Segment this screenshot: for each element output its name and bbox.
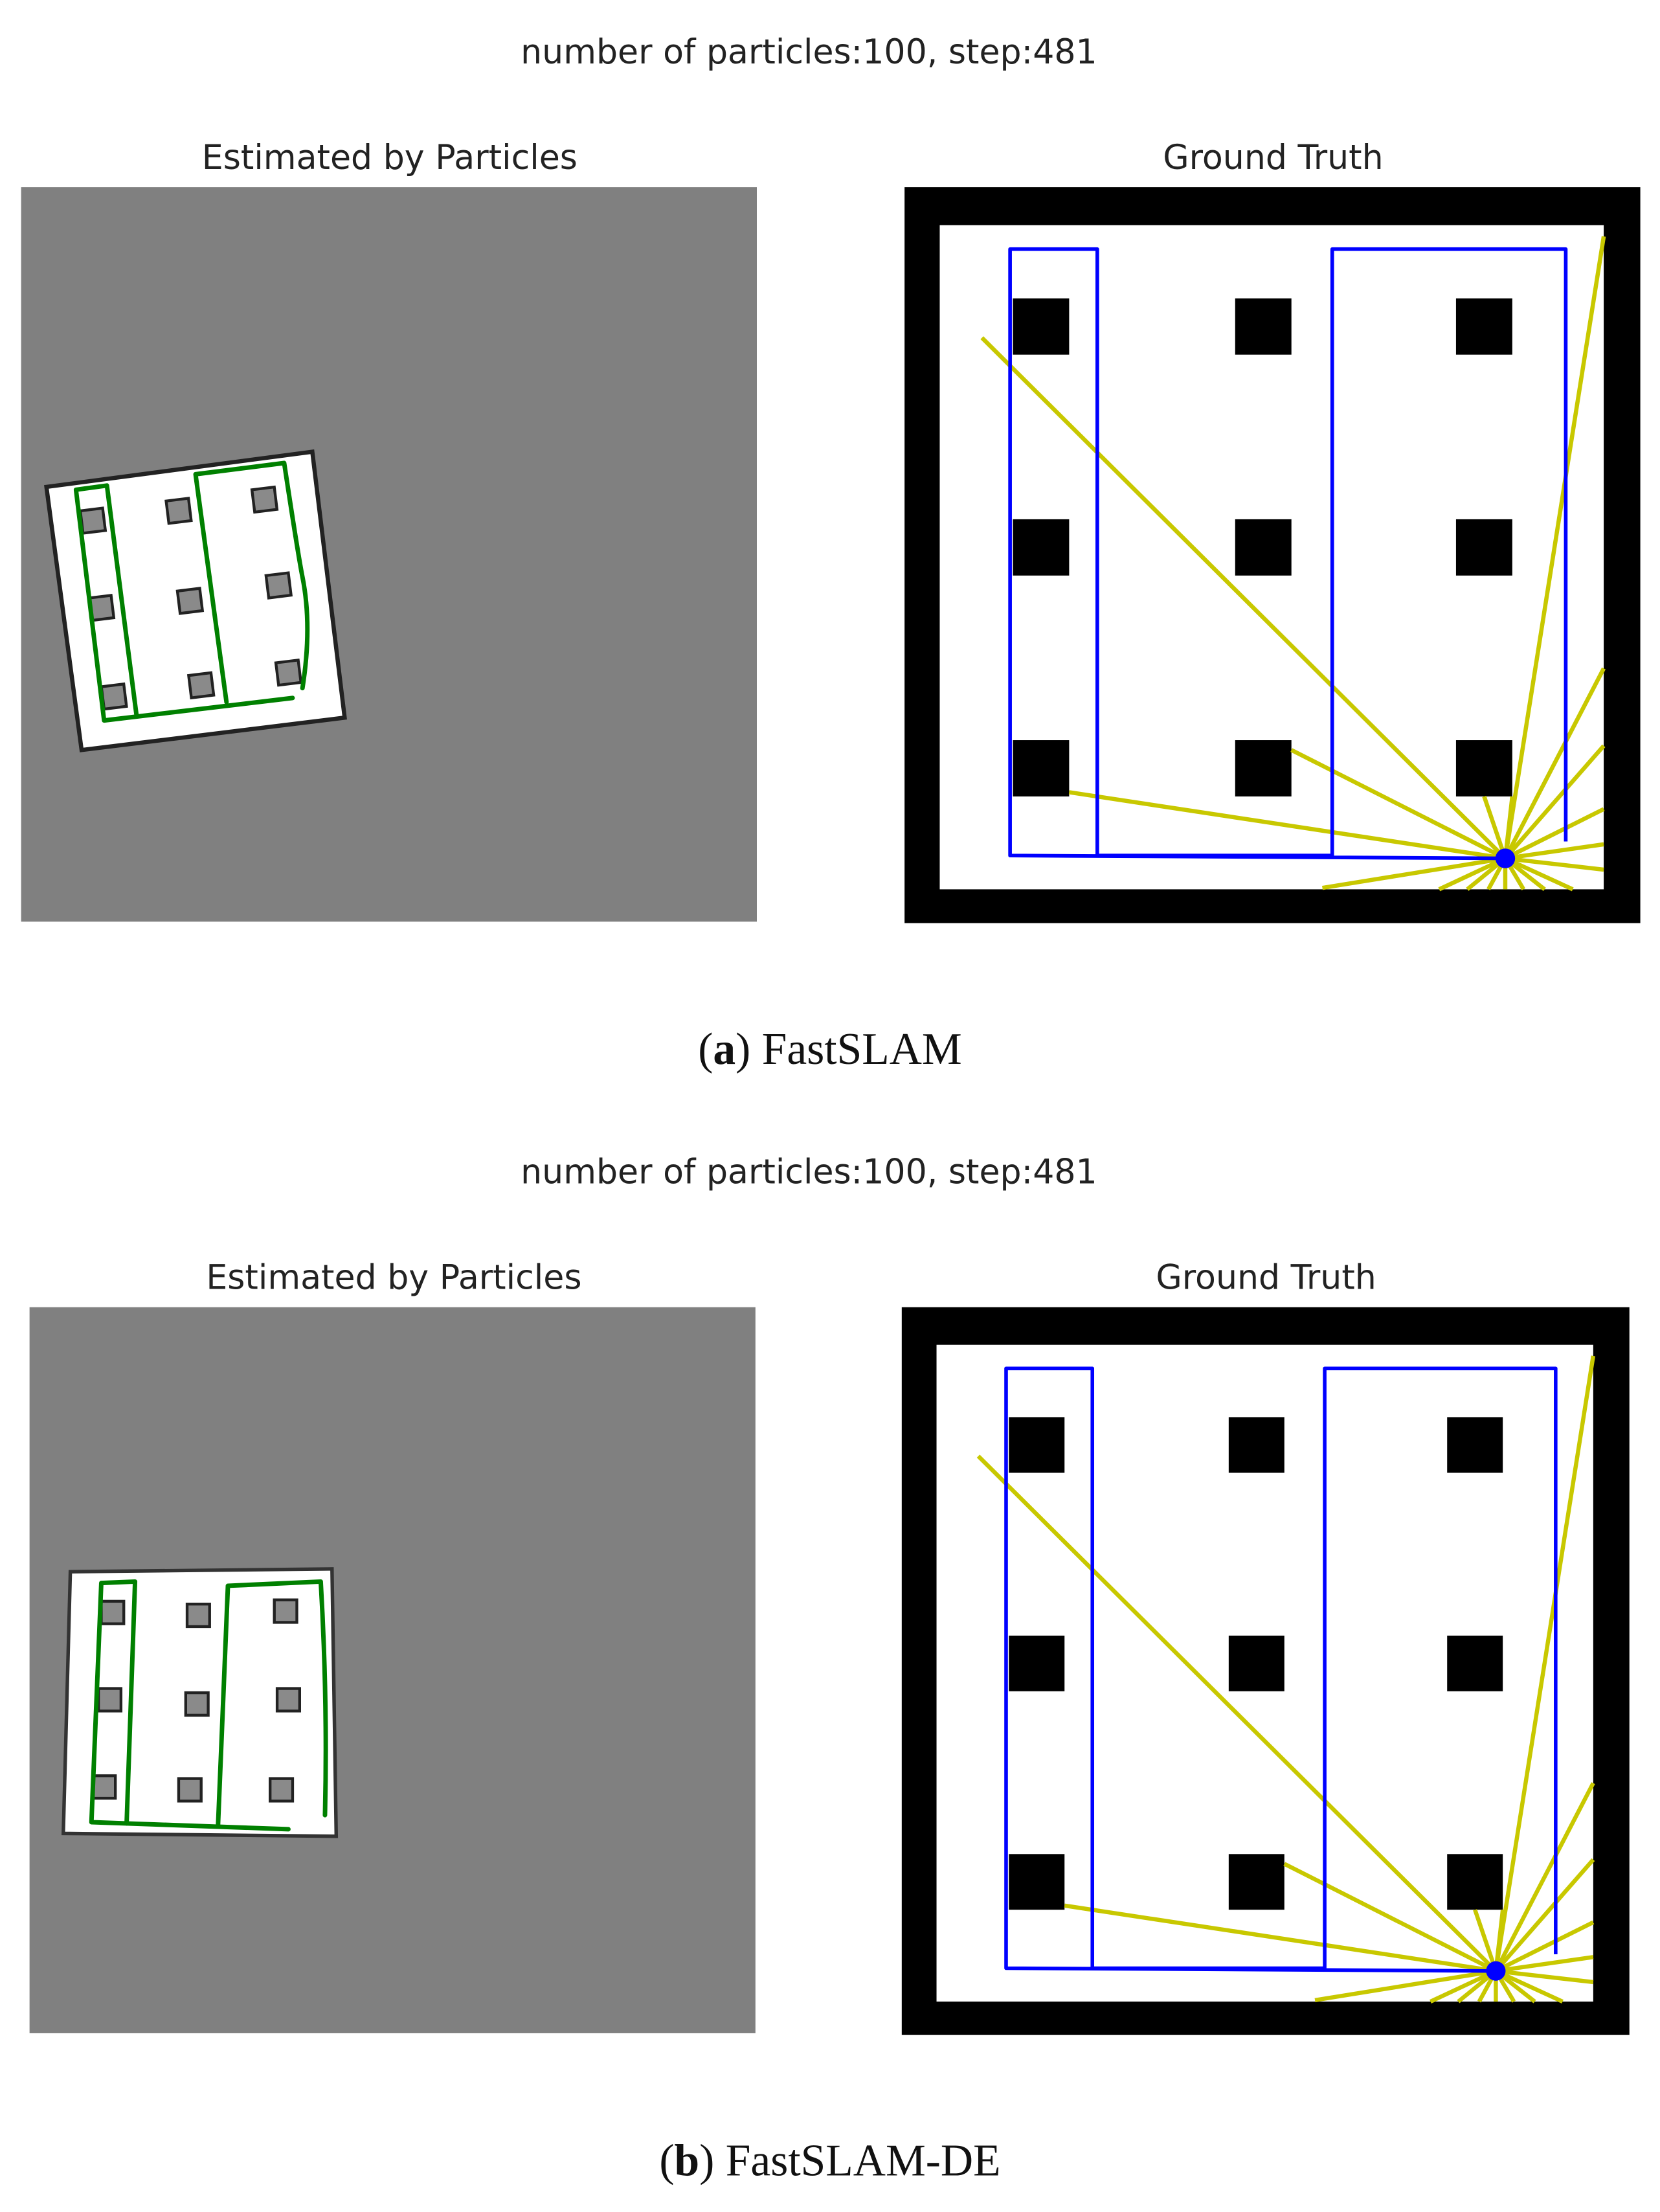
figure-a-right-title: Ground Truth [1163, 138, 1384, 177]
ground-truth-map-b [902, 1307, 1630, 2035]
figure-a [21, 33, 1641, 1074]
figure-b-title: number of particles:100, step:481 [521, 1153, 1097, 1192]
caption-a: (a) FastSLAM [698, 1024, 962, 1074]
caption-b: (b) FastSLAM-DE [659, 2136, 1001, 2186]
estimated-map-b [30, 1307, 756, 2033]
estimated-map-a [21, 187, 757, 921]
figure-b-right-title: Ground Truth [1156, 1258, 1376, 1298]
figure-b-left-title: Estimated by Particles [206, 1258, 582, 1298]
figure-a-left-title: Estimated by Particles [201, 138, 578, 177]
figure-a-title: number of particles:100, step:481 [521, 32, 1097, 72]
figure-b [30, 1153, 1630, 2186]
ground-truth-map-a [904, 187, 1640, 923]
